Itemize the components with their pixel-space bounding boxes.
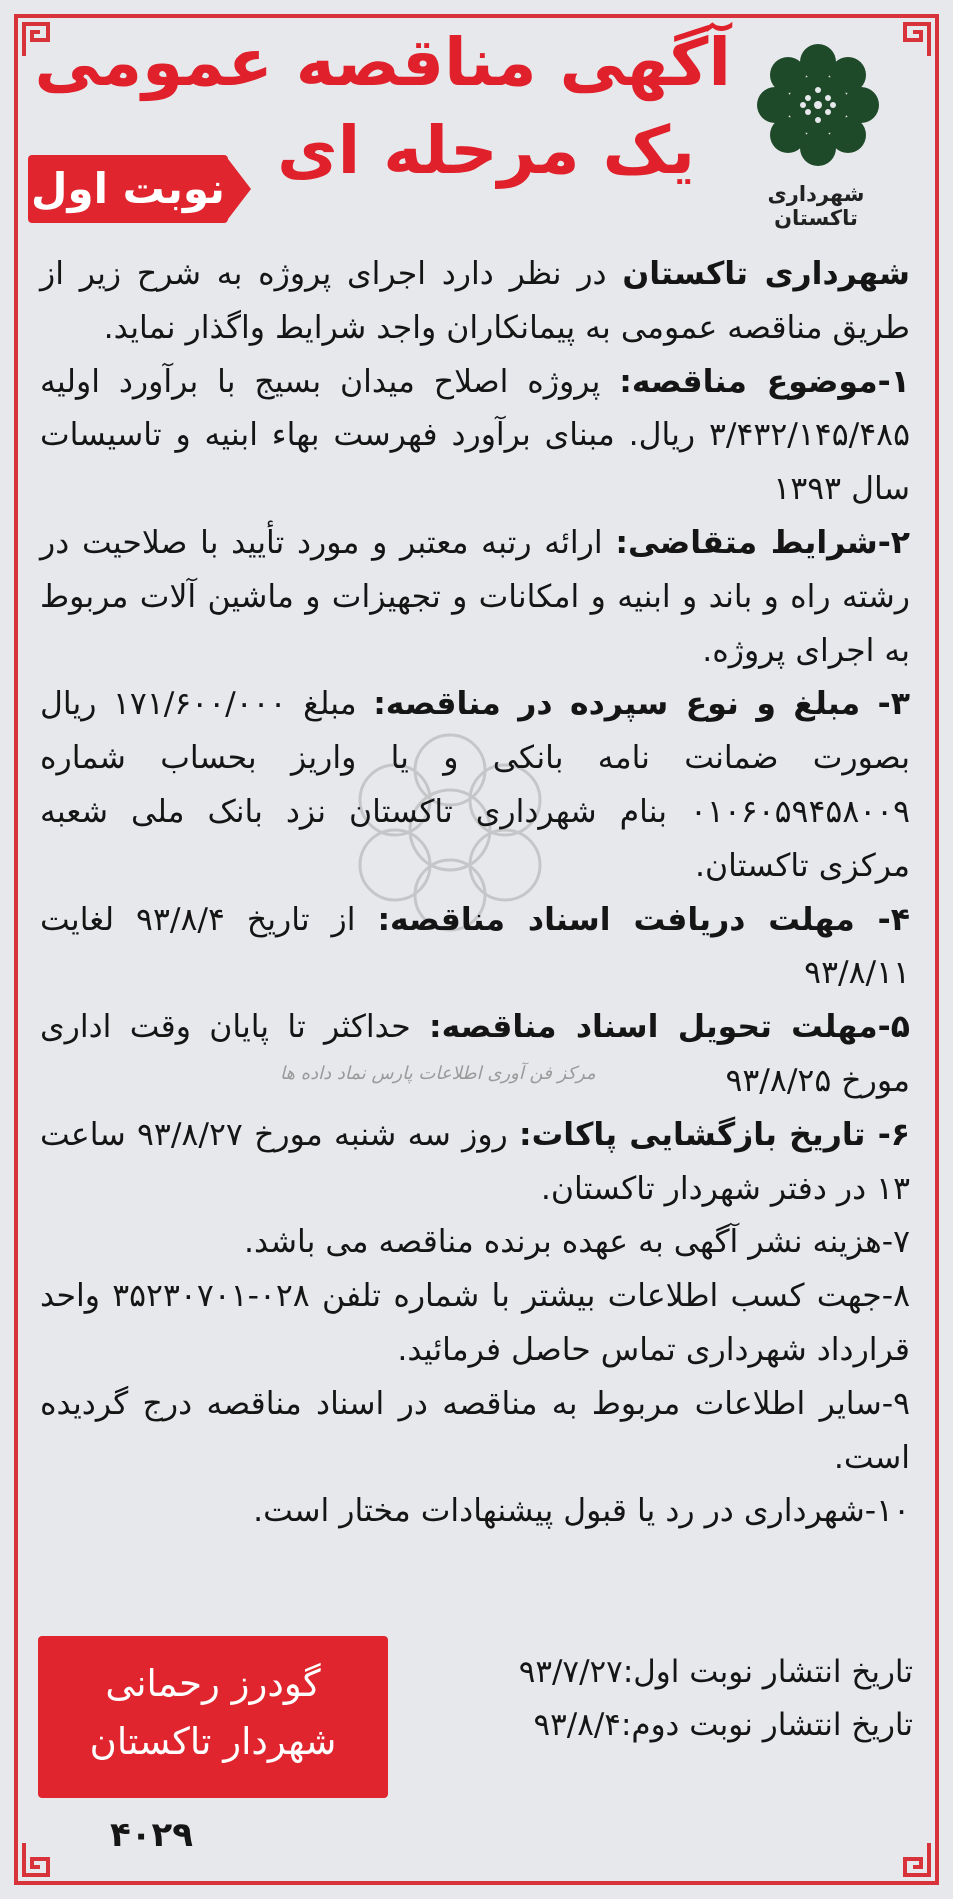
signer-title: شهردار تاکستان: [89, 1720, 337, 1763]
title-line-2: یک مرحله ای: [277, 112, 695, 189]
watermark-text: مرکز فن آوری اطلاعات پارس نماد داده ها: [280, 1063, 596, 1084]
item-text: حداکثر تا پایان وقت اداری مورخ ۹۳/۸/۲۵: [40, 1009, 910, 1099]
item-5: [40, 1001, 910, 1109]
corner-ornament: [895, 1841, 939, 1885]
round-badge: نوبت اول: [28, 155, 228, 223]
item-text: پروژه اصلاح میدان بسیج با برآورد اولیه ۳/۴۳۲/۱۴۵/۴۸۵ ریال. مبنای برآورد فهرست بهاء ابنیه و تاسیسات سال ۱۳۹۳: [40, 363, 910, 508]
organization-name: شهرداری تاکستان: [622, 256, 910, 292]
item-9: [40, 1378, 910, 1486]
corner-ornament: [14, 1841, 58, 1885]
item-1: [40, 356, 910, 517]
title-line-1: آگهی مناقصه عمومی: [34, 24, 731, 101]
item-8: [40, 1270, 910, 1378]
item-6: [40, 1109, 910, 1217]
item-text: روز سه شنبه مورخ ۹۳/۸/۲۷ ساعت ۱۳ در دفتر شهردار تاکستان.: [40, 1116, 910, 1207]
badge-arrow: [225, 155, 251, 223]
item-text: ۷-هزینه نشر آگهی به عهده برنده مناقصه می باشد.: [244, 1224, 910, 1261]
intro-text: در نظر دارد اجرای پروژه به شرح زیر از طریق مناقصه عمومی به پیمانکاران واجد شرایط واگذار نماید.: [40, 256, 910, 346]
item-10: [40, 1485, 910, 1539]
item-text: مبلغ ۱۷۱/۶۰۰/۰۰۰ ریال بصورت ضمانت نامه بانکی و یا واریز بحساب شماره ۰۱۰۶۰۵۹۴۵۸۰۰۹ بنام شهرداری تاکستان نزد بانک ملی شعبه مرکزی تاکستان.: [40, 686, 910, 884]
intro-paragraph: [40, 248, 910, 356]
item-label: ۱-موضوع مناقصه:: [619, 363, 910, 400]
reference-number: ۴۰۲۹: [110, 1815, 194, 1855]
item-text: ۸-جهت کسب اطلاعات بیشتر با شماره تلفن ۰۲۸-۳۵۲۳۰۷۰۱ واحد قرارداد شهرداری تماس حاصل فرمائید.: [40, 1278, 910, 1368]
signer-name: گودرز رحمانی: [105, 1662, 321, 1705]
item-text: ۱۰-شهرداری در رد یا قبول پیشنهادات مختار است.: [253, 1493, 910, 1530]
first-publication-date: تاریخ انتشار نوبت اول:۹۳/۷/۲۷: [518, 1654, 913, 1690]
item-label: ۲-شرایط متقاضی:: [615, 524, 910, 561]
item-label: ۵-مهلت تحویل اسناد مناقصه:: [429, 1009, 910, 1046]
header: [0, 0, 953, 250]
logo-caption: شهرداری تاکستان: [767, 182, 865, 230]
item-7: [40, 1216, 910, 1270]
item-label: ۴- مهلت دریافت اسناد مناقصه:: [377, 901, 910, 938]
item-label: ۶- تاریخ بازگشایی پاکات:: [519, 1116, 910, 1153]
item-text: ۹-سایر اطلاعات مربوط به مناقصه در اسناد مناقصه درج گردیده است.: [40, 1385, 910, 1476]
item-4: [40, 894, 910, 1002]
item-2: [40, 517, 910, 678]
publication-dates: [453, 1646, 913, 1752]
item-3: [40, 678, 910, 893]
municipality-logo-icon: [753, 40, 883, 170]
item-text: ارائه رتبه معتبر و مورد تأیید با صلاحیت در رشته راه و باند و ابنیه و امکانات و تجهیزات و ماشین آلات مربوط به اجرای پروژه.: [40, 524, 910, 669]
signature-box: [38, 1636, 388, 1798]
announcement-body: [40, 248, 910, 1539]
second-publication-date: تاریخ انتشار نوبت دوم:۹۳/۸/۴: [533, 1707, 913, 1743]
item-text: از تاریخ ۹۳/۸/۴ لغایت ۹۳/۸/۱۱: [40, 901, 910, 992]
item-label: ۳- مبلغ و نوع سپرده در مناقصه:: [373, 686, 910, 723]
